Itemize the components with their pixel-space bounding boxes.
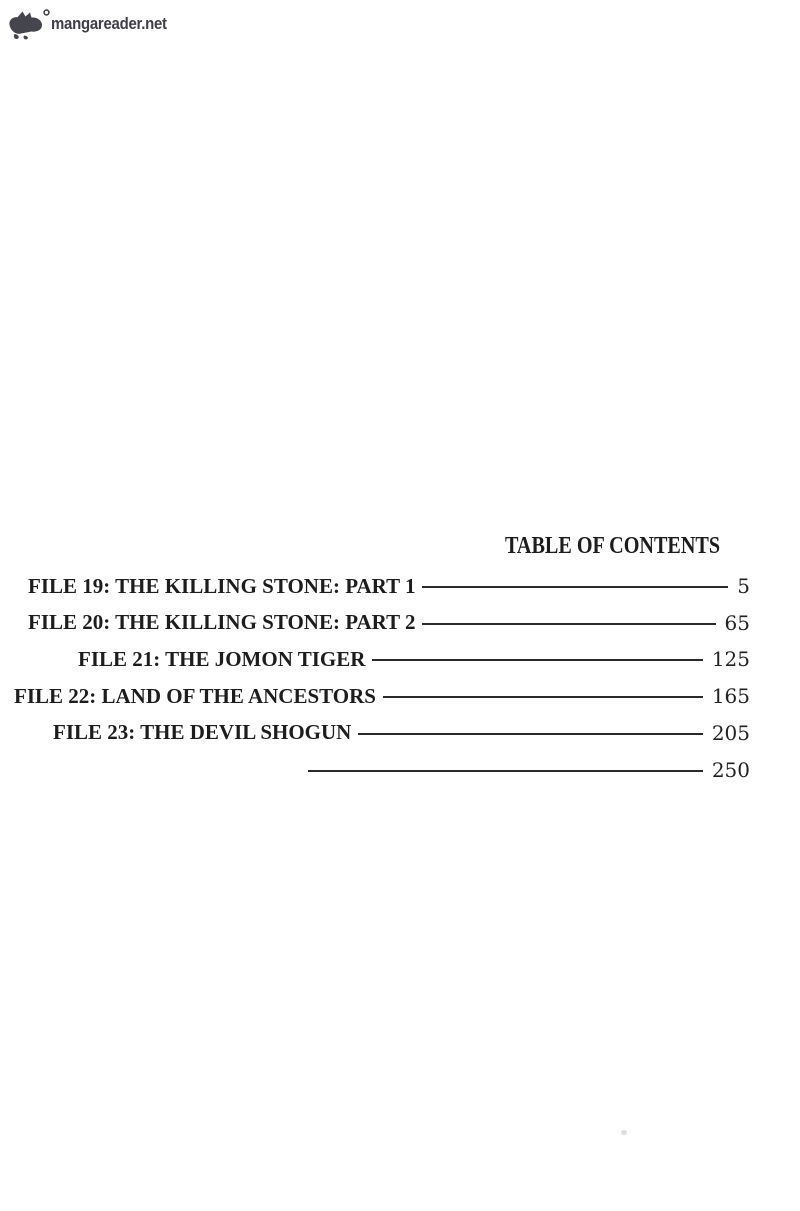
toc-heading: [0, 533, 800, 559]
toc-entry-title: FILE 19: THE KILLING STONE: PART 1: [28, 573, 416, 598]
toc-entry-title: FILE 22: LAND OF THE ANCESTORS: [14, 683, 376, 708]
toc-entry-title: FILE 21: THE JOMON TIGER: [78, 646, 366, 671]
toc-row: [0, 641, 800, 678]
toc-entry-page: 125: [711, 647, 750, 672]
toc-leader-line: [372, 659, 702, 661]
toc-entry-page: 205: [711, 720, 750, 745]
toc-row: [0, 751, 800, 789]
toc-row: [0, 568, 800, 605]
toc-leader-line: [383, 696, 703, 698]
toc-entry-page: 5: [737, 574, 750, 599]
toc-leader-line: [308, 770, 703, 772]
toc-row: [0, 678, 800, 715]
toc-leader-line: [422, 586, 728, 588]
toc-rows: [0, 568, 800, 789]
toc-leader-line: [358, 733, 702, 735]
site-logo-text: mangareader.net: [51, 14, 167, 33]
toc-entry-page: 250: [711, 757, 750, 782]
site-logo[interactable]: [8, 6, 183, 40]
scan-speck: [621, 1130, 627, 1135]
toc-entry-title: FILE 23: THE DEVIL SHOGUN: [53, 720, 352, 745]
table-of-contents: [0, 533, 800, 789]
toc-entry-title: FILE 20: THE KILLING STONE: PART 2: [28, 610, 416, 635]
toc-row: [0, 714, 800, 751]
toc-row: [0, 605, 800, 642]
mangareader-fox-icon: [8, 8, 50, 40]
toc-heading-text: TABLE OF CONTENTS: [504, 533, 720, 559]
toc-entry-page: 65: [724, 610, 750, 635]
toc-entry-page: 165: [711, 684, 750, 709]
toc-leader-line: [422, 623, 715, 625]
